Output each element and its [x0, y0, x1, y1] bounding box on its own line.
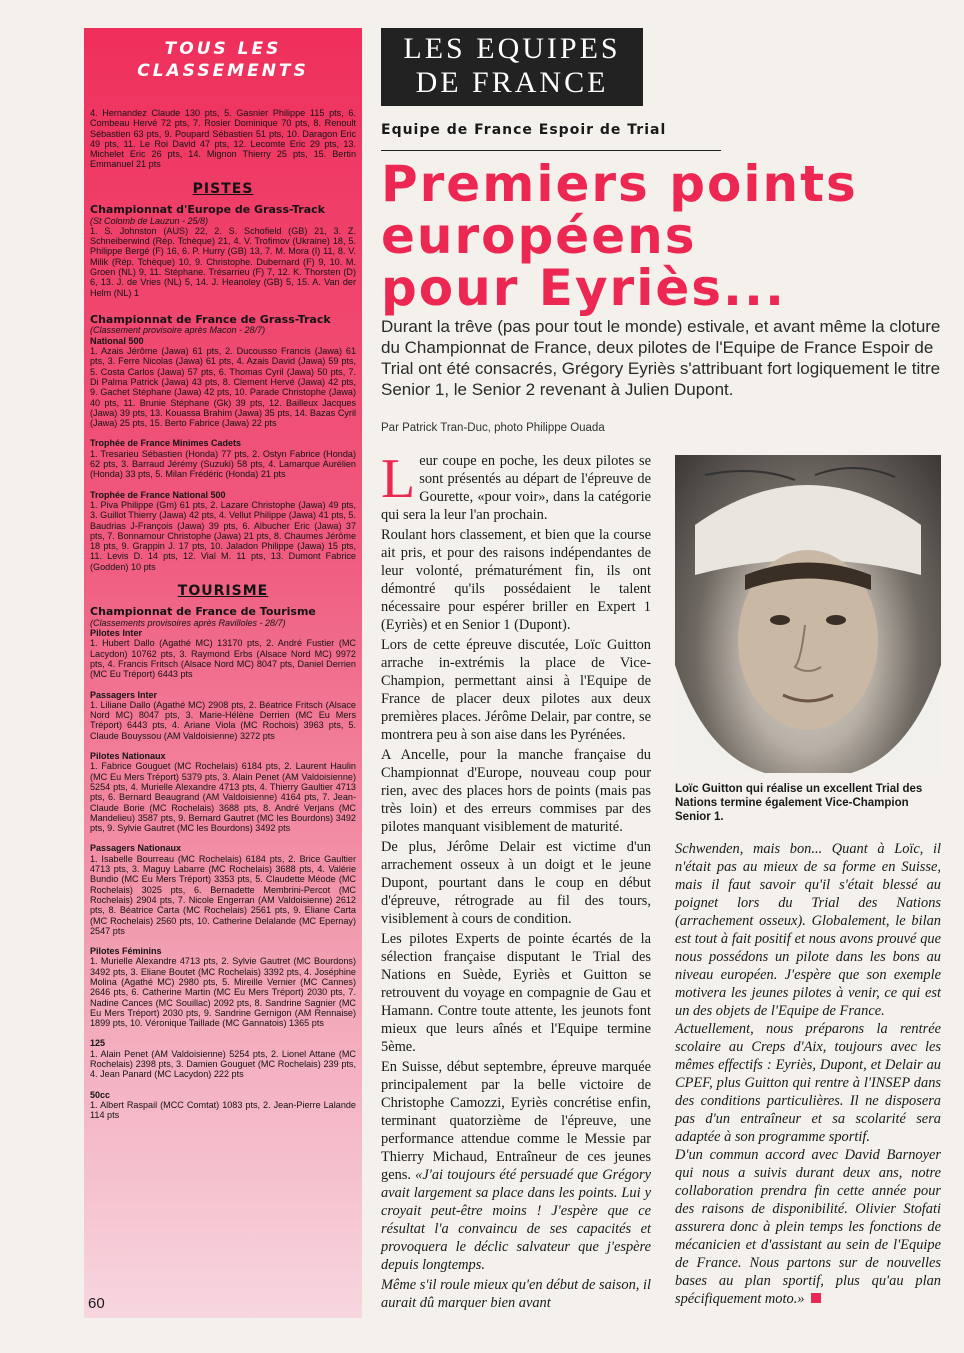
pass-nat-title: Passagers Nationaux: [90, 843, 182, 854]
minimes-results: 1. Tresarieu Sébastien (Honda) 77 pts, 2. Ostyn Fabrice (Honda) 62 pts, 3. Barraud Jérémy (Suzuki) 58 pts, 4. Lamarque Aurélien (Honda) 33 pts, 5. Milan Frédéric (Honda) 21 pts: [90, 448, 356, 480]
tourisme-title: Championnat de France de Tourisme: [90, 605, 316, 619]
paragraph: En Suisse, début septembre, épreuve marquée principalement par la belle victoire de Christophe Camozzi, Eyriès concrétise enfin, terminant quatorzième de l'épreuve, une performance attendue comme le Messie par Thierry Michaud, Entraîneur de ces jeunes gens. «J'ai toujours été persuadé que Grégory avait largement sa place dans les points. Lui y croyait peut-être moins ! J'espère que ce résultat l'a convaincu de ses capacités et provoquera le déclic salvateur que j'espère depuis longtemps.: [381, 1059, 651, 1273]
article-headline: Premiers points européens pour Eyriès...: [381, 155, 858, 317]
france-grass-title: Championnat de France de Grass-Track: [90, 312, 331, 326]
pass-nat-results: 1. Isabelle Bourreau (MC Rochelais) 6184 pts, 2. Brice Gaultier 4713 pts, 3. Maguy Labarre (MC Rochelais) 3688 pts, 4. Valérie Bundio (MC Eu Mers Tréport) 3353 pts, 5. Claudette Méode (MC Rochelais) 3025 pts, 6. Bernadette Membrini-Percot (MC Rochelais) 2904 pts, 7. Nicole Engerran (AM Valdoisienne) 2612 pts, 8. Béatrice Carta (MC Rochelais) 2561 pts, 9. Eliane Carta (MC Rochelais) 2560 pts, 10. Catherine Delalande (MC Epernay) 2547 pts: [90, 853, 356, 936]
europe-sub: (St Colomb de Lauzun - 25/8): [90, 215, 209, 226]
article-body-right: [675, 840, 941, 1308]
article-byline: Par Patrick Tran-Duc, photo Philippe Ouada: [381, 422, 605, 434]
end-of-article-mark: [811, 1293, 821, 1303]
kicker-rule: [381, 150, 721, 151]
inter-results: 1. Hubert Dallo (Agathé MC) 13170 pts, 2. André Fustier (MC Lacydon) 10762 pts, 3. Raymond Erbs (Alsace Nord MC) 9972 pts, 4. Francis Fritsch (Alsace Nord MC) 8047 pts, Daniel Derrien (MC Eu Tréport) 6443 pts: [90, 638, 356, 680]
nat-results: 1. Fabrice Gouguet (MC Rochelais) 6184 pts, 2. Laurent Haulin (MC Eu Mers Tréport) 5379 pts, 3. Alain Penet (AM Valdoisienne) 5254 pts, 4. Murielle Alexandre 4713 pts, 4. Thierry Gaultier 4713 pts, 6. Bernard Beaugrand (AM Valdoisienne) 4164 pts, 7. Jean-Claude Borie (MC Rochelais) 3688 pts, 8. André Verjans (MC Mandelieu) 3587 pts, 9. Bernard Gautret (MC les Bourdons) 3492 pts, 9. Sylvie Gautret (MC les Bourdons) 3492 pts: [90, 761, 356, 834]
pass-inter-title: Passagers Inter: [90, 689, 158, 700]
rider-photo: [675, 455, 941, 773]
paragraph: De plus, Jérôme Delair est victime d'un arrachement osseux à un doigt et le jeune Dupont, pourtant dans le coup en début d'épreuve, rétrograde au fil des tours, visiblement à cours de condition.: [381, 839, 651, 927]
c50-results: 1. Albert Raspail (MCC Comtat) 1083 pts, 2. Jean-Pierre Lalande 114 pts: [90, 1099, 356, 1121]
minimes-title: Trophée de France Minimes Cadets: [90, 438, 242, 449]
photo-caption: Loïc Guitton qui réalise un excellent Trial des Nations termine également Vice-Champion Senior 1.: [675, 783, 923, 823]
paragraph: Les pilotes Experts de pointe écartés de la sélection française disputant le Trial des Nations en Suède, Eyriès et Guitton se retrouvent du voyage en compagnie de Gau et Hamann. Contre toute attente, les jeunots font mieux que leurs aînés et l'Equipe termine 5ème.: [381, 931, 651, 1055]
fem-title: Pilotes Féminins: [90, 946, 162, 957]
pass-inter-results: 1. Liliane Dallo (Agathé MC) 2908 pts, 2. Béatrice Fritsch (Alsace Nord MC) 8047 pts, 3. Marie-Hélène Derrien (MC Eu Mers Tréport) 6443 pts, 4. Ariane Viola (MC Rochois) 3963 pts, 5. Claude Bouyssou (AM Valdoisienne) 3272 pts: [90, 699, 356, 741]
drop-cap: L: [381, 448, 416, 510]
section-heading-pistes: PISTES: [192, 180, 254, 197]
section-heading-tourisme: TOURISME: [177, 582, 269, 599]
article-lead: Durant la trêve (pas pour tout le monde) estivale, et avant même la cloture du Championnat de France, deux pilotes de l'Equipe de France Espoir de Trial ont été consacrés, Grégory Eyriès s'attribuant fort logiquement le titre Senior 1, le Senior 2 revenant à Julien Dupont.: [381, 317, 941, 399]
sidebar-intro: 4. Hernandez Claude 130 pts, 5. Gasnier Philippe 115 pts, 6. Combeau Hervé 72 pts, 7. Rosier Dominique 70 pts, 8. Renoult Sébastien 63 pts, 9. Poupard Sébastien 51 pts, 10. Daragon Eric 49 pts, 11. Le Roi David 47 pts, 12. Lecomte Eric 29 pts, 13. Michelet Eric 26 pts, 14. Mignon Thierry 25 pts, 15. Bertin Emmanuel 21 pts: [90, 108, 356, 170]
page-number: 60: [88, 1295, 105, 1312]
paragraph: Même s'il roule mieux qu'en début de saison, il aurait dû marquer bien avant: [381, 1277, 651, 1311]
france-grass-results: 1. Azais Jérôme (Jawa) 61 pts, 2. Ducousso Francis (Jawa) 61 pts, 3. Ferre Nicolas (Jawa) 61 pts, 4. Azais David (Jawa) 59 pts, 5. Costa Carlos (Jawa) 57 pts, 6. Thomas Cyril (Jawa) 50 pts, 7. Di Palma Patrick (Jawa) 43 pts, 8. Clement Hervé (Jawa) 42 pts, 9. Gachet Stéphane (Jawa) 42 pts, 10. Parade Christophe (Jawa) 40 pts, 11. Brunie Stéphane (Gk) 39 pts, 12. Bailleux Jacques (Jawa) 39 pts, 13. Kouassa Brahim (Jawa) 35 pts, 14. Bazas Cyril (Jawa) 25 pts, 15. Berto Fabrice (Jawa) 22 pts: [90, 346, 356, 429]
quote: «J'ai toujours été persuadé que Grégory avait largement sa place dans les points. Lui y croyait peut-être moins ! J'espère que ce résultat l'a convaincu de ses capacités et provoquera le déclic salvateur que j'espère depuis longtemps.: [381, 1167, 651, 1273]
paragraph: D'un commun accord avec David Barnoyer qui nous a suivis durant deux ans, notre collaboration prendra fin cette année pour des raisons de disponibilité. Olivier Stofati assurera donc à plein temps les fonctions de mécanicien et d'assistant au sein de l'Equipe de France. Nous partons sur de nouvelles bases au plan sportif, plus qu'au plan spécifiquement moto.»: [675, 1147, 941, 1307]
paragraph: Lors de cette épreuve discutée, Loïc Guitton arrache in-extrémis la place de Vice-Champion, permettant ainsi à l'Equipe de France de placer deux pilotes aux deux premières places. Jérôme Delair, par contre, se montrera peu à son aise dans les Pyrénées.: [381, 637, 651, 743]
france-grass-cat: National 500: [90, 335, 144, 346]
tourisme-sub: (Classements provisoires après Ravilloles - 28/7): [90, 617, 286, 628]
c125-title: 125: [90, 1038, 106, 1049]
national-results: 1. Piva Philippe (Gm) 61 pts, 2. Lazare Christophe (Jawa) 49 pts, 3. Guillot Thierry (Jawa) 42 pts, 4. Vellut Philippe (Jawa) 41 pts, 5. Baudrias J-François (Jawa) 39 pts, 6. Albucher Eric (Jawa) 37 pts, 7. Bonnamour Christophe (Jawa) 21 pts, 8. Chaumes Jérôme 18 pts, 9. Grappin J. 17 pts, 10. Jaladon Philippe (Jawa) 15 pts, 11. Levis D. 14 pts, 12. Vial M. 11 pts, 13. Dumont Fabrice (Godden) 10 pts: [90, 499, 356, 572]
paragraph: A Ancelle, pour la manche française du Championnat d'Europe, nouveau coup pour rien, avec des places hors de points (mais pas très loin) et des erreurs commises par des pilotes manquant visiblement de maturité.: [381, 747, 651, 835]
paragraph: Leur coupe en poche, les deux pilotes se sont présentés au départ de l'épreuve de Gourette, «pour voir», dans la catégorie qui sera la leur l'an prochain.: [381, 448, 651, 523]
national-title: Trophée de France National 500: [90, 489, 226, 500]
rider-portrait-illustration: [675, 455, 941, 773]
results-sidebar: [90, 30, 356, 1121]
section-banner: LES EQUIPES DE FRANCE: [381, 28, 643, 106]
c50-title: 50cc: [90, 1089, 111, 1100]
europe-results: 1. S. Johnston (AUS) 22, 2. S. Schofield (GB) 21, 3. Z. Schneiberwind (Rép. Tchèque) 21, 4. V. Trofimov (Ukraine) 18, 5. Philippe Bergé (F) 16, 6. P. Hurry (GB) 13, 7. M. Mora (I) 11, 8. V. Milik (Rép. Tchèque) 10, 9. Christophe. Dubernard (F) 9, 10. M. Groen (NL) 9, 11. Stéphane. Trésarrieu (F) 7, 12. K. Thorsten (D) 6, 13. J. de Vries (NL) 5, 14. J. Heanoley (GB) 5, 15. A. Van der Helm (NL) 1: [90, 225, 356, 298]
article-body: [381, 448, 651, 1314]
france-grass-sub: (Classement provisoire après Macon - 28/7): [90, 325, 266, 336]
europe-title: Championnat d'Europe de Grass-Track: [90, 203, 325, 217]
c125-results: 1. Alain Penet (AM Valdoisienne) 5254 pts, 2. Lionel Attane (MC Rochelais) 2398 pts, 3. Damien Gouguet (MC Rochelais) 239 pts, 4. Jean Panard (MC Lacydon) 222 pts: [90, 1048, 356, 1080]
sidebar-title: TOUS LES CLASSEMENTS: [137, 39, 309, 81]
fem-results: 1. Murielle Alexandre 4713 pts, 2. Sylvie Gautret (MC Bourdons) 3492 pts, 3. Eliane Boutet (MC Rochelais) 3392 pts, 4. Joséphine Molina (Agathé MC) 2980 pts, 5. Mireille Vernier (MC Cannes) 2646 pts, 6. Catherine Martin (MC Eu Mers Tréport) 2030 pts, 7. Nadine Cances (MC Souillac) 2092 pts, 8. Sandrine Sagnier (MC Eu Mers Tréport) 2030 pts, 9. Sandrine Gernigon (AM Rennaise) 1899 pts, 10. Véronique Taillade (MC Gannatois) 1365 pts: [90, 956, 356, 1029]
nat-title: Pilotes Nationaux: [90, 751, 166, 762]
paragraph: Schwenden, mais bon... Quant à Loïc, il n'était pas au mieux de sa forme en Suisse, mais il faut savoir qu'il s'était blessé au poignet lors du Trial des Nations (arrachement osseux). Globalement, le bilan est tout à fait positif et nous avons prouvé que nous possédons un pilote dans les bons au niveau européen. J'espère que son exemple motivera les jeunes pilotes à venir, ce qui est un des objets de l'Equipe de France.: [675, 841, 941, 1019]
paragraph: Roulant hors classement, et bien que la course ait pris, et pour des raisons indépendantes de leur volonté, prématurément fin, ils ont démontré qu'ils possédaient le talent nécessaire pour espérer briller en Expert 1 (Eyriès) et en Senior 1 (Dupont).: [381, 527, 651, 633]
inter-title: Pilotes Inter: [90, 628, 143, 639]
paragraph: Actuellement, nous préparons la rentrée scolaire au Creps d'Aix, toujours avec les mêmes effectifs : Eyriès, Dupont, et Delair au CPEF, plus Guitton qui rentre à l'INSEP dans des conditions particulières. Il ne disposera pas d'un entraîneur et sa scolarité sera adaptée à son programme sportif.: [675, 1021, 941, 1145]
article-kicker: Equipe de France Espoir de Trial: [381, 122, 667, 138]
